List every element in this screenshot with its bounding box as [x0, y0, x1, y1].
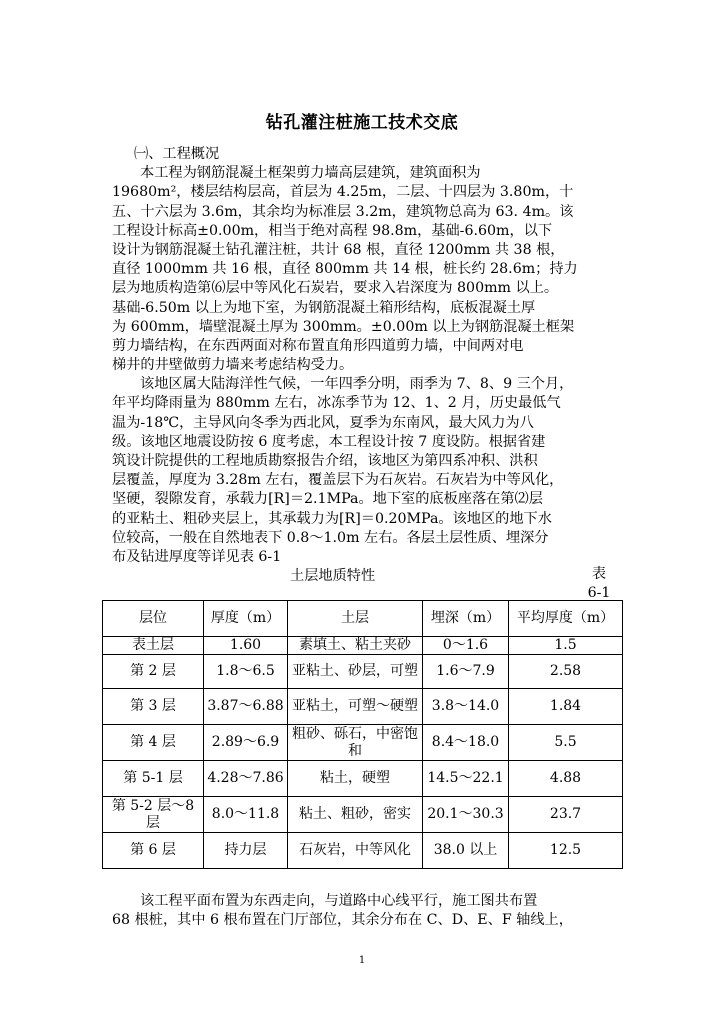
table-cell: 粗砂、砾石，中密饱和 [288, 725, 423, 761]
table-cell: 2.58 [509, 655, 623, 689]
table-number: 表 6-1 [587, 566, 611, 601]
text-line: 的亚粘土、粗砂夹层上，其承载力为[R]＝0.20MPa。该地区的地下水 [112, 510, 552, 527]
text-line: 设计为钢筋混凝土钻孔灌注桩，共计 68 根，直径 1200mm 共 38 根， [112, 241, 565, 258]
table-row [103, 833, 623, 869]
table-cell: 38.0 以上 [423, 833, 509, 869]
table-header-cell: 厚度（m） [204, 601, 288, 637]
soil-properties-table [102, 600, 623, 869]
table-cell: 3.8～14.0 [423, 689, 509, 725]
text-line: 68 根桩，其中 6 根布置在门厅部位，其余分布在 C、D、E、F 轴线上， [112, 912, 573, 929]
text-line: 该地区属大陆海洋性气候，一年四季分明，雨季为 7、8、9 三个月， [140, 376, 574, 393]
table-cell: 23.7 [509, 797, 623, 833]
table-cell: 第 3 层 [103, 689, 204, 725]
table-cell: 第 6 层 [103, 833, 204, 869]
text-line: 直径 1000mm 共 16 根，直径 800mm 共 14 根，桩长约 28.6m；持力 [112, 261, 578, 278]
overview-text [112, 145, 622, 567]
table-cell: 持力层 [204, 833, 288, 869]
text-line: 该工程平面布置为东西走向，与道路中心线平行，施工图共布置 [140, 893, 538, 909]
table-cell: 4.88 [509, 761, 623, 797]
table-cell: 8.4～18.0 [423, 725, 509, 761]
text-line: 梯井的井壁做剪力墙来考虑结构受力。 [112, 357, 354, 374]
table-header-cell: 埋深（m） [423, 601, 509, 637]
page-number: 1 [358, 955, 366, 966]
table-cell: 第 4 层 [103, 725, 204, 761]
table-cell: 粘土，硬塑 [288, 761, 423, 797]
table-row [103, 689, 623, 725]
table-header-row [103, 601, 623, 637]
text-line: 年平均降雨量为 880mm 左右，冰冻季节为 12、1、2 月，历史最低气 [112, 395, 561, 412]
section-heading: ㈠、工程概况 [134, 146, 220, 162]
table-cell: 8.0～11.8 [204, 797, 288, 833]
table-row [103, 797, 623, 833]
table-header-cell: 平均厚度（m） [509, 601, 623, 637]
text-line: 布及钻进厚度等详见表 6-1 [112, 548, 282, 565]
table-cell: 1.6～7.9 [423, 655, 509, 689]
table-cell: 第 5-1 层 [103, 761, 204, 797]
text-line: 筑设计院提供的工程地质勘察报告介绍，该地区为第四系冲积、洪积 [112, 453, 538, 469]
table-cell: 2.89～6.9 [204, 725, 288, 761]
table-cell: 12.5 [509, 833, 623, 869]
closing-text [112, 892, 622, 930]
paragraph-block [112, 164, 622, 567]
table-cell: 表土层 [103, 637, 204, 655]
table-cell: 石灰岩，中等风化 [288, 833, 423, 869]
table-row [103, 637, 623, 655]
text-line: 温为-18℃，主导风向冬季为西北风，夏季为东南风，最大风力为八 [112, 414, 534, 431]
table-row [103, 655, 623, 689]
text-line: 五、十六层为 3.6m，其余均为标准层 3.2m，建筑物总高为 63. 4m。该 [112, 203, 574, 220]
table-cell: 0～1.6 [423, 637, 509, 655]
text-line: 坚硬，裂隙发育，承载力[R]＝2.1MPa。地下室的底板座落在第⑵层 [112, 491, 543, 508]
table-cell: 5.5 [509, 725, 623, 761]
text-line: 工程设计标高±0.00m，相当于绝对高程 98.8m，基础-6.60m，以下 [112, 222, 553, 239]
table-cell: 1.60 [204, 637, 288, 655]
text-line: 层覆盖，厚度为 3.28m 左右，覆盖层下为石灰岩。石灰岩为中等风化， [112, 472, 564, 489]
table-cell: 1.84 [509, 689, 623, 725]
text-line: 级。该地区地震设防按 6 度考虑，本工程设计按 7 度设防。根据省建 [112, 433, 546, 450]
table-cell: 4.28～7.86 [204, 761, 288, 797]
table-row [103, 761, 623, 797]
table-cell: 3.87～6.88 [204, 689, 288, 725]
text-line: 19680m²，楼层结构层高，首层为 4.25m，二层、十四层为 3.80m，十 [112, 184, 574, 201]
table-cell: 亚粘土，可塑～硬塑 [288, 689, 423, 725]
text-line: 本工程为钢筋混凝土框架剪力墙高层建筑，建筑面积为 [140, 165, 481, 182]
table-header-cell: 层位 [103, 601, 204, 637]
table-cell: 第 5-2 层～8 层 [103, 797, 204, 833]
table-cell: 粘土、粗砂，密实 [288, 797, 423, 833]
table-header-cell: 土层 [288, 601, 423, 637]
table-cell: 1.8～6.5 [204, 655, 288, 689]
text-line: 剪力墙结构，在东西两面对称布置直角形四道剪力墙，中间两对电 [112, 337, 524, 354]
table-caption: 土层地质特性 [290, 568, 376, 584]
document-title: 钻孔灌注桩施工技术交底 [265, 113, 459, 133]
table-row [103, 725, 623, 761]
table-cell: 素填土、粘土夹砂 [288, 637, 423, 655]
table-cell: 1.5 [509, 637, 623, 655]
text-line: 为 600mm，墙壁混凝土厚为 300mm。±0.00m 以上为钢筋混凝土框架 [112, 318, 575, 335]
table-cell: 14.5～22.1 [423, 761, 509, 797]
text-line: 基础-6.50m 以上为地下室，为钢筋混凝土箱形结构，底板混凝土厚 [112, 299, 536, 316]
table-cell: 20.1～30.3 [423, 797, 509, 833]
text-line: 位较高，一般在自然地表下 0.8～1.0m 左右。各层土层性质、埋深分 [112, 529, 549, 546]
table-body [103, 637, 623, 869]
text-line: 层为地质构造第⑹层中等风化石炭岩，要求入岩深度为 800mm 以上。 [112, 280, 559, 297]
table-cell: 第 2 层 [103, 655, 204, 689]
table-cell: 亚粘土、砂层，可塑 [288, 655, 423, 689]
